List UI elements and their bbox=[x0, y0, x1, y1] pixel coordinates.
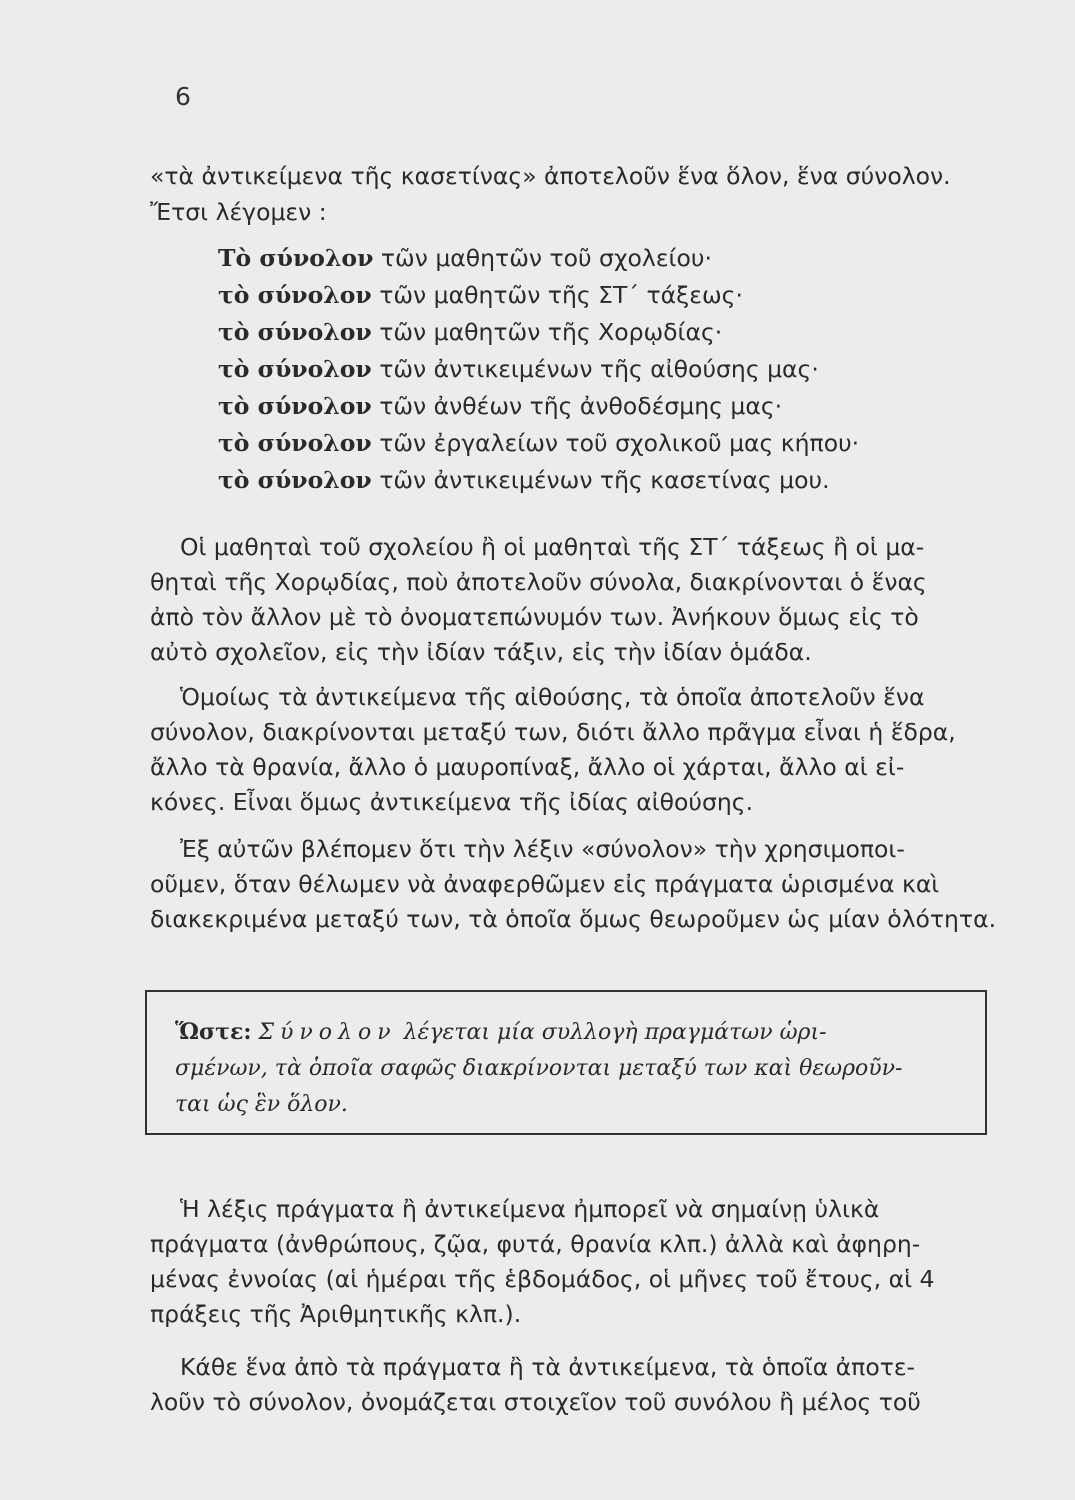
text-line: Ἐξ αὐτῶν βλέπομεν ὅτι τὴν λέξιν «σύνολον» τὴν χρησιμοποι- bbox=[180, 835, 905, 863]
definition-lead: Ὥστε: bbox=[175, 1019, 252, 1045]
list-item bbox=[218, 425, 859, 462]
list-item-text: τῶν ἀνθέων τῆς ἀνθοδέσμης μας· bbox=[379, 392, 783, 420]
paragraph-conclusion bbox=[150, 832, 1000, 937]
text-line: κόνες. Εἶναι ὅμως ἀντικείμενα τῆς ἰδίας αἰθούσης. bbox=[150, 788, 754, 816]
list-item-text: τῶν ἀντικειμένων τῆς κασετίνας μου. bbox=[379, 466, 830, 494]
text-line: Ἡ λέξις πράγματα ἢ ἀντικείμενα ἠμπορεῖ νὰ σημαίνῃ ὑλικὰ bbox=[180, 1195, 880, 1223]
text-line: θηταὶ τῆς Χορῳδίας, ποὺ ἀποτελοῦν σύνολα, διακρίνονται ὁ ἕνας bbox=[150, 568, 927, 596]
list-item bbox=[218, 277, 859, 314]
paragraph-students bbox=[150, 530, 1000, 670]
definition-line: σμένων, τὰ ὁποῖα σαφῶς διακρίνονται μεταξύ των καὶ θεωροῦν- bbox=[175, 1056, 903, 1081]
paragraph-elements bbox=[150, 1350, 1000, 1420]
list-item-lead: τὸ σύνολον bbox=[218, 318, 372, 346]
text-line: οῦμεν, ὅταν θέλωμεν νὰ ἀναφερθῶμεν εἰς πράγματα ὡρισμένα καὶ bbox=[150, 870, 940, 898]
paragraph-objects bbox=[150, 1192, 1000, 1332]
list-item-lead: Τὸ σύνολον bbox=[218, 244, 374, 272]
list-item-text: τῶν ἐργαλείων τοῦ σχολικοῦ μας κήπου· bbox=[379, 429, 860, 457]
text-line: Οἱ μαθηταὶ τοῦ σχολείου ἢ οἱ μαθηταὶ τῆς ΣΤ´ τάξεως ἢ οἱ μα- bbox=[180, 533, 925, 561]
text-line: ἀπὸ τὸν ἄλλον μὲ τὸ ὀνοματεπώνυμόν των. Ἀνήκουν ὅμως εἰς τὸ bbox=[150, 603, 919, 631]
text-line: ἄλλο τὰ θρανία, ἄλλο ὁ μαυροπίναξ, ἄλλο οἱ χάρται, ἄλλο αἱ εἰ- bbox=[150, 753, 905, 781]
list-item-lead: τὸ σύνολον bbox=[218, 355, 372, 383]
list-item-text: τῶν μαθητῶν τοῦ σχολείου· bbox=[380, 244, 712, 272]
text-line: σύνολον, διακρίνονται μεταξύ των, διότι ἄλλο πρᾶγμα εἶναι ἡ ἕδρα, bbox=[150, 718, 956, 746]
list-item bbox=[218, 314, 859, 351]
list-item-lead: τὸ σύνολον bbox=[218, 392, 372, 420]
list-item bbox=[218, 388, 859, 425]
text-line: λοῦν τὸ σύνολον, ὀνομάζεται στοιχεῖον τοῦ συνόλου ἢ μέλος τοῦ bbox=[150, 1388, 921, 1416]
definition-term: Σύνολον bbox=[258, 1020, 397, 1045]
text-line: αὐτὸ σχολεῖον, εἰς τὴν ἰδίαν τάξιν, εἰς τὴν ἰδίαν ὁμάδα. bbox=[150, 638, 812, 666]
definition-text: λέγεται μία συλλογὴ πραγμάτων ὡρι- bbox=[403, 1020, 827, 1045]
list-item-text: τῶν μαθητῶν τῆς ΣΤ´ τάξεως· bbox=[379, 281, 743, 309]
definition-box bbox=[145, 990, 987, 1135]
list-item bbox=[218, 240, 859, 277]
list-item-lead: τὸ σύνολον bbox=[218, 429, 372, 457]
list-item-lead: τὸ σύνολον bbox=[218, 281, 372, 309]
intro-paragraph bbox=[150, 158, 1000, 230]
definition-line: ται ὡς ἓν ὅλον. bbox=[175, 1092, 348, 1117]
text-line: Κάθε ἕνα ἀπὸ τὰ πράγματα ἢ τὰ ἀντικείμενα, τὰ ὁποῖα ἀποτε- bbox=[180, 1353, 916, 1381]
list-item bbox=[218, 462, 859, 499]
text-line: πράγματα (ἀνθρώπους, ζῷα, φυτά, θρανία κλπ.) ἀλλὰ καὶ ἀφηρη- bbox=[150, 1230, 921, 1258]
list-item-text: τῶν μαθητῶν τῆς Χορῳδίας· bbox=[379, 318, 723, 346]
paragraph-classroom bbox=[150, 680, 1000, 820]
text-line: «τὰ ἀντικείμενα τῆς κασετίνας» ἀποτελοῦν ἕνα ὅλον, ἕνα σύνολον. bbox=[150, 162, 951, 190]
page-number: 6 bbox=[175, 82, 191, 111]
text-line: Ὁμοίως τὰ ἀντικείμενα τῆς αἰθούσης, τὰ ὁποῖα ἀποτελοῦν ἕνα bbox=[180, 683, 925, 711]
text-line: μένας ἐννοίας (αἱ ἡμέραι τῆς ἑβδομάδος, οἱ μῆνες τοῦ ἔτους, αἱ 4 bbox=[150, 1265, 935, 1293]
text-line: Ἔτσι λέγομεν : bbox=[150, 198, 327, 226]
list-item-lead: τὸ σύνολον bbox=[218, 466, 372, 494]
list-item bbox=[218, 351, 859, 388]
text-line: πράξεις τῆς Ἀριθμητικῆς κλπ.). bbox=[150, 1300, 522, 1328]
list-item-text: τῶν ἀντικειμένων τῆς αἰθούσης μας· bbox=[379, 355, 819, 383]
examples-list bbox=[218, 240, 859, 499]
text-line: διακεκριμένα μεταξύ των, τὰ ὁποῖα ὅμως θεωροῦμεν ὡς μίαν ὁλότητα. bbox=[150, 905, 997, 933]
definition-line bbox=[175, 1014, 957, 1051]
